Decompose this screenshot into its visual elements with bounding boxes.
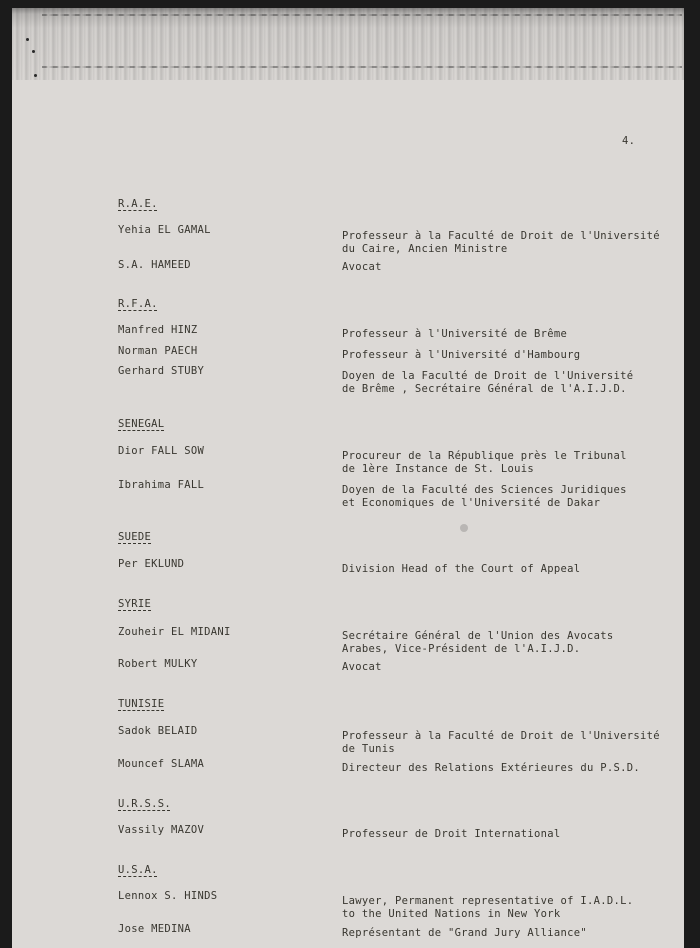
member-role: Représentant de "Grand Jury Alliance"	[342, 927, 587, 939]
page-number: 4.	[622, 135, 636, 147]
member-role: Professeur de Droit International	[342, 828, 561, 840]
section-heading-suede: SUEDE	[118, 531, 152, 543]
member-role: Directeur des Relations Extérieures du P.S.D.	[342, 762, 640, 774]
member-name: Norman PAECH	[118, 345, 198, 357]
section-heading-rae: R.A.E.	[118, 198, 158, 210]
scan-smudge	[460, 524, 468, 532]
section-heading-urss: U.R.S.S.	[118, 798, 171, 810]
member-role: Procureur de la République près le Tribunal de 1ère Instance de St. Louis	[342, 450, 627, 475]
section-heading-senegal: SENEGAL	[118, 418, 165, 430]
section-heading-rfa: R.F.A.	[118, 298, 158, 310]
member-role: Lawyer, Permanent representative of I.A.D.L. to the United Nations in New York	[342, 895, 634, 920]
member-role: Professeur à l'Université d'Hambourg	[342, 349, 581, 361]
scan-streak	[42, 66, 682, 68]
section-heading-tunisie: TUNISIE	[118, 698, 165, 710]
member-name: Mouncef SLAMA	[118, 758, 205, 770]
member-role: Division Head of the Court of Appeal	[342, 563, 581, 575]
member-name: Jose MEDINA	[118, 923, 191, 935]
scan-speck	[34, 74, 37, 77]
member-role: Avocat	[342, 261, 382, 273]
member-role: Secrétaire Général de l'Union des Avocats Arabes, Vice-Président de l'A.I.J.D.	[342, 630, 614, 655]
scan-speck	[32, 50, 35, 53]
member-name: S.A. HAMEED	[118, 259, 191, 271]
member-name: Per EKLUND	[118, 558, 185, 570]
member-name: Gerhard STUBY	[118, 365, 205, 377]
member-role: Doyen de la Faculté de Droit de l'Université de Brême , Secrétaire Général de l'A.I.J.D.	[342, 370, 634, 395]
member-name: Zouheir EL MIDANI	[118, 626, 231, 638]
member-role: Professeur à l'Université de Brême	[342, 328, 568, 340]
member-role: Doyen de la Faculté des Sciences Juridiques et Economiques de l'Université de Dakar	[342, 484, 627, 509]
member-name: Lennox S. HINDS	[118, 890, 218, 902]
member-name: Vassily MAZOV	[118, 824, 205, 836]
section-heading-usa: U.S.A.	[118, 864, 158, 876]
member-name: Ibrahima FALL	[118, 479, 205, 491]
member-role: Professeur à la Faculté de Droit de l'Université de Tunis	[342, 730, 660, 755]
document-page	[12, 8, 684, 948]
scan-top-grime	[12, 8, 684, 80]
section-heading-syrie: SYRIE	[118, 598, 152, 610]
member-name: Manfred HINZ	[118, 324, 198, 336]
scan-streak	[42, 14, 682, 16]
member-role: Professeur à la Faculté de Droit de l'Université du Caire, Ancien Ministre	[342, 230, 660, 255]
scan-speck	[26, 38, 29, 41]
member-name: Yehia EL GAMAL	[118, 224, 211, 236]
member-name: Dior FALL SOW	[118, 445, 205, 457]
member-role: Avocat	[342, 661, 382, 673]
member-name: Robert MULKY	[118, 658, 198, 670]
member-name: Sadok BELAID	[118, 725, 198, 737]
